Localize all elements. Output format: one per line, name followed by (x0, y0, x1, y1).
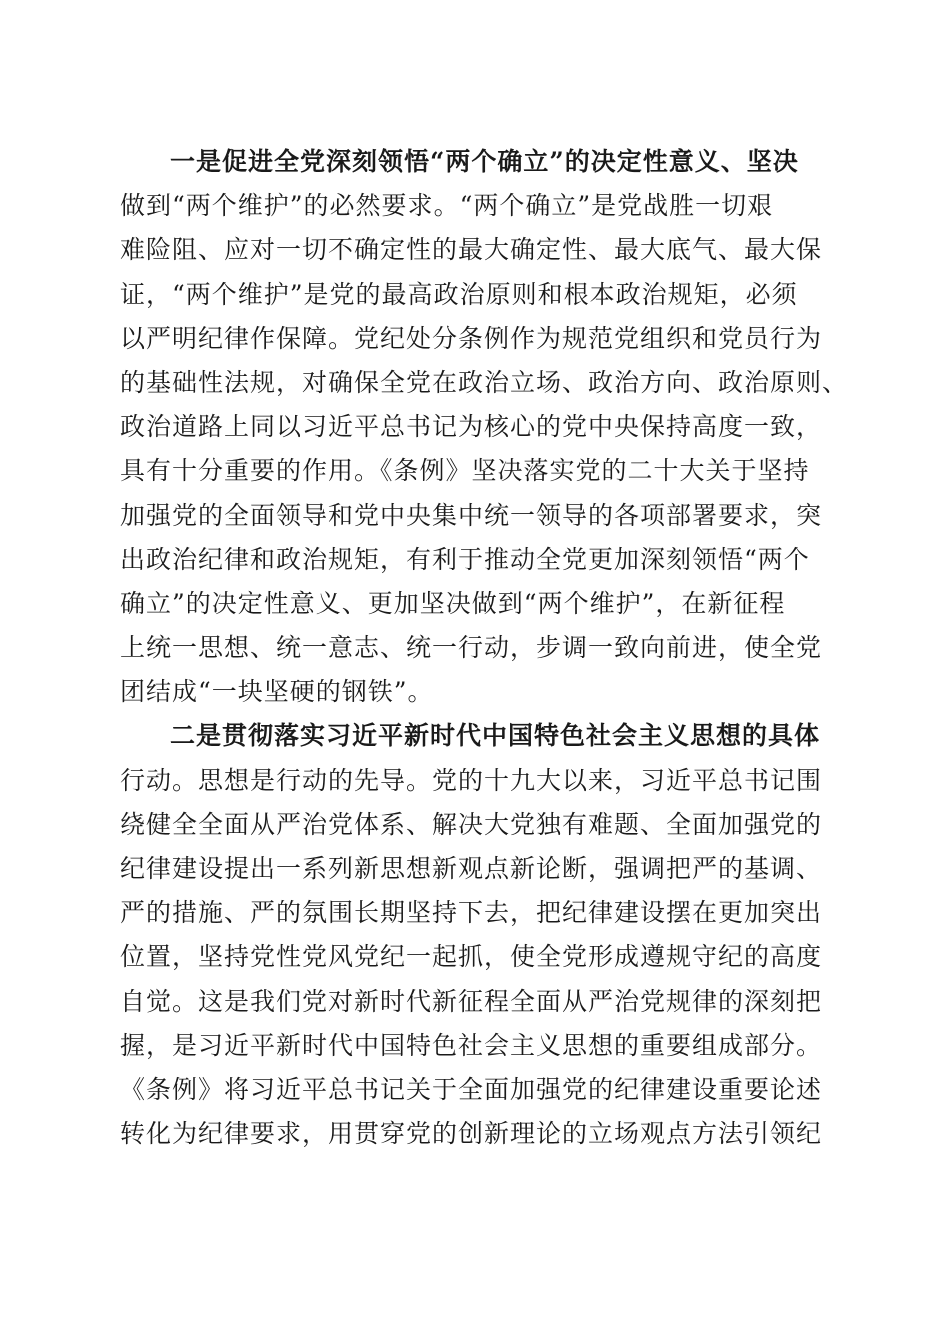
paragraph-1-line: 的基础性法规，对确保全党在政治立场、政治方向、政治原则、 (120, 367, 849, 397)
paragraph-2-heading: 二是贯彻落实习近平新时代中国特色社会主义思想的具体 (170, 721, 821, 751)
paragraph-1-lead-line (120, 140, 840, 184)
paragraph-1-heading: 一是促进全党深刻领悟“两个确立”的决定性意义、坚决 (170, 147, 799, 176)
paragraph-2-line: 严的措施、严的氛围长期坚持下去，把纪律建设摆在更加突出 (120, 898, 823, 928)
paragraph-2-lead-line (120, 714, 840, 758)
paragraph-2-line: 位置，坚持党性党风党纪一起抓，使全党形成遵规守纪的高度 (120, 942, 823, 972)
paragraph-1-line: 具有十分重要的作用。《条例》坚决落实党的二十大关于坚持 (120, 456, 810, 486)
paragraph-1-line: 确立”的决定性意义、更加坚决做到“两个维护”，在新征程 (120, 588, 786, 618)
paragraph-1-line: 加强党的全面领导和党中央集中统一领导的各项部署要求，突 (120, 500, 823, 530)
paragraph-2-line: 《条例》将习近平总书记关于全面加强党的纪律建设重要论述 (120, 1074, 823, 1104)
paragraph-2-line: 转化为纪律要求，用贯穿党的创新理论的立场观点方法引领纪 (120, 1119, 823, 1149)
paragraph-1-line: 难险阻、应对一切不确定性的最大确定性、最大底气、最大保 (120, 235, 823, 265)
paragraph-2-line: 绕健全全面从严治党体系、解决大党独有难题、全面加强党的 (120, 809, 823, 839)
paragraph-2-line: 行动。思想是行动的先导。党的十九大以来，习近平总书记围 (120, 765, 823, 795)
paragraph-1-line: 以严明纪律作保障。党纪处分条例作为规范党组织和党员行为 (120, 323, 823, 353)
paragraph-1-line: 证，“两个维护”是党的最高政治原则和根本政治规矩，必须 (120, 279, 798, 309)
paragraph-1-line: 团结成“一块坚硬的钢铁”。 (120, 677, 434, 707)
paragraph-1-line: 做到“两个维护”的必然要求。“两个确立”是党战胜一切艰 (120, 191, 774, 221)
paragraph-1-line: 政治道路上同以习近平总书记为核心的党中央保持高度一致， (120, 412, 823, 442)
paragraph-2-line: 握，是习近平新时代中国特色社会主义思想的重要组成部分。 (120, 1030, 823, 1060)
document-body (120, 140, 849, 1156)
paragraph-2-line: 自觉。这是我们党对新时代新征程全面从严治党规律的深刻把 (120, 986, 823, 1016)
paragraph-1-line: 出政治纪律和政治规矩，有利于推动全党更加深刻领悟“两个 (120, 544, 810, 574)
paragraph-1-line: 上统一思想、统一意志、统一行动，步调一致向前进，使全党 (120, 633, 823, 663)
paragraph-2-line: 纪律建设提出一系列新思想新观点新论断，强调把严的基调、 (120, 854, 823, 883)
